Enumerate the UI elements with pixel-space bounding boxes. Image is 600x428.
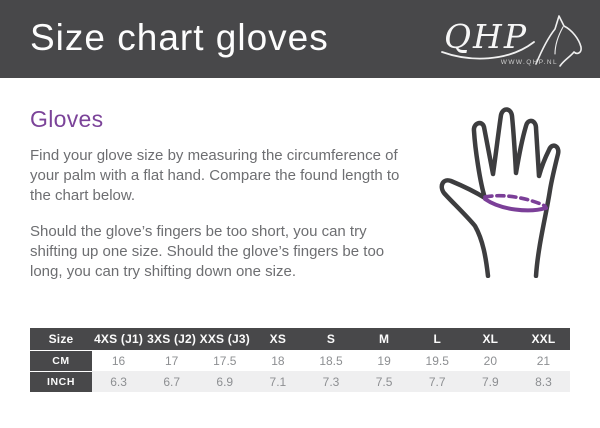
col-4xs: 4XS (J1): [92, 328, 145, 350]
inch-value: 7.1: [251, 371, 304, 392]
cm-value: 19: [358, 350, 411, 371]
size-table-header-row: [30, 328, 570, 350]
cm-value: 19.5: [411, 350, 464, 371]
col-3xs: 3XS (J2): [145, 328, 198, 350]
page-title: Size chart gloves: [30, 17, 329, 58]
col-l: L: [411, 328, 464, 350]
inch-value: 8.3: [517, 371, 570, 392]
cm-row: [30, 350, 570, 371]
col-m: M: [358, 328, 411, 350]
measuring-instructions-paragraph: Find your glove size by measuring the circumference of your palm with a flat hand. Compare the found length to the chart below.: [30, 147, 400, 204]
inch-row-label: INCH: [30, 371, 92, 392]
cm-value: 18.5: [304, 350, 357, 371]
inch-value: 7.3: [304, 371, 357, 392]
inch-value: 6.3: [92, 371, 145, 392]
inch-value: 7.7: [411, 371, 464, 392]
col-xxl: XXL: [517, 328, 570, 350]
cm-value: 17: [145, 350, 198, 371]
fit-adjustment-paragraph: Should the glove’s fingers be too short, you can try shifting up one size. Should the glove’s fingers be too long, you can try shifting down one size.: [30, 223, 385, 280]
size-column-header: Size: [30, 328, 92, 350]
cm-value: 21: [517, 350, 570, 371]
inch-value: 6.9: [198, 371, 251, 392]
qhp-logo-url: WWW.QHP.NL: [500, 59, 558, 66]
cm-row-label: CM: [30, 350, 92, 371]
section-heading-gloves: Gloves: [30, 106, 104, 132]
qhp-logo-text: QHP: [444, 17, 529, 56]
inch-value: 6.7: [145, 371, 198, 392]
col-s: S: [304, 328, 357, 350]
header-band: [0, 0, 600, 78]
col-xl: XL: [464, 328, 517, 350]
cm-value: 16: [92, 350, 145, 371]
glove-size-table: [30, 328, 570, 392]
cm-value: 18: [251, 350, 304, 371]
col-xs: XS: [251, 328, 304, 350]
inch-row: [30, 371, 570, 392]
cm-value: 20: [464, 350, 517, 371]
cm-value: 17.5: [198, 350, 251, 371]
inch-value: 7.5: [358, 371, 411, 392]
inch-value: 7.9: [464, 371, 517, 392]
qhp-logo: [436, 12, 586, 70]
col-xxs: XXS (J3): [198, 328, 251, 350]
hand-measurement-illustration: [433, 98, 583, 278]
